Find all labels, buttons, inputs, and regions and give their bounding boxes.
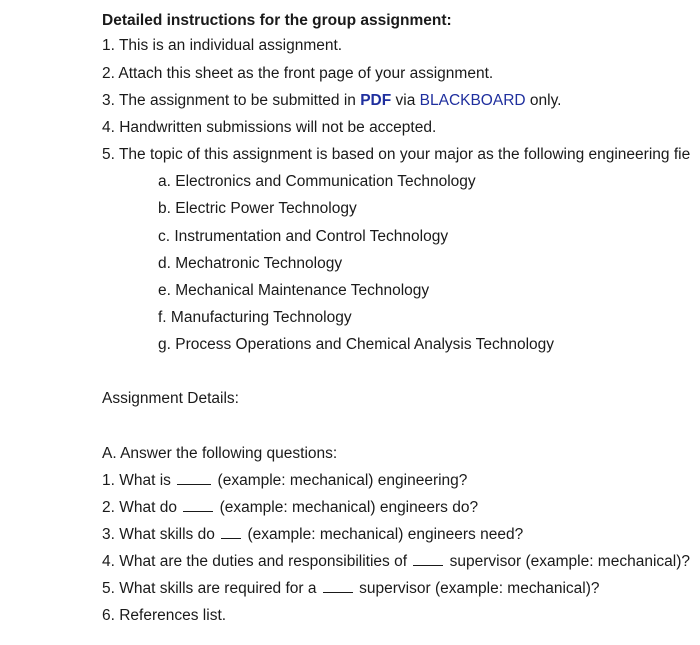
- question-4-suffix: supervisor (example: mechanical)?: [449, 553, 690, 570]
- major-item-g: g. Process Operations and Chemical Analysis Technology: [158, 336, 555, 353]
- question-2: [102, 498, 478, 518]
- question-2-suffix: (example: mechanical) engineers do?: [219, 499, 479, 516]
- question-3: [102, 525, 523, 545]
- question-6: 6. References list.: [102, 607, 227, 624]
- instruction-5: 5. The topic of this assignment is based on your major as the following engineering fie: [102, 146, 691, 163]
- answer-blank: [183, 499, 213, 512]
- question-1-suffix: (example: mechanical) engineering?: [217, 472, 468, 489]
- instruction-3: [102, 91, 562, 111]
- details-heading: Assignment Details:: [102, 390, 239, 407]
- questions-heading: A. Answer the following questions:: [102, 445, 338, 462]
- question-4-prefix: 4. What are the duties and responsibilities of: [102, 553, 408, 570]
- answer-blank: [177, 472, 211, 485]
- question-5-prefix: 5. What skills are required for a: [102, 580, 317, 597]
- instruction-4: 4. Handwritten submissions will not be accepted.: [102, 119, 437, 136]
- question-3-prefix: 3. What skills do: [102, 526, 215, 543]
- question-1-prefix: 1. What is: [102, 472, 171, 489]
- answer-blank: [413, 553, 443, 566]
- pdf-keyword: PDF: [360, 92, 392, 109]
- major-item-e: e. Mechanical Maintenance Technology: [158, 282, 430, 299]
- instruction-3-via: via: [391, 92, 420, 109]
- question-5-suffix: supervisor (example: mechanical)?: [359, 580, 600, 597]
- question-2-prefix: 2. What do: [102, 499, 177, 516]
- instruction-2: 2. Attach this sheet as the front page of your assignment.: [102, 65, 494, 82]
- instruction-3-suffix: only.: [525, 92, 562, 109]
- answer-blank: [323, 580, 353, 593]
- page-title: Detailed instructions for the group assignment:: [102, 12, 452, 29]
- question-4: [102, 552, 690, 572]
- question-3-suffix: (example: mechanical) engineers need?: [247, 526, 524, 543]
- question-1: [102, 471, 467, 491]
- blackboard-keyword: BLACKBOARD: [419, 92, 526, 109]
- answer-blank: [221, 526, 241, 539]
- major-item-d: d. Mechatronic Technology: [158, 255, 343, 272]
- instruction-3-prefix: 3. The assignment to be submitted in: [102, 92, 361, 109]
- major-item-a: a. Electronics and Communication Technology: [158, 173, 476, 190]
- major-item-b: b. Electric Power Technology: [158, 200, 357, 217]
- major-item-f: f. Manufacturing Technology: [158, 309, 352, 326]
- major-item-c: c. Instrumentation and Control Technology: [158, 228, 449, 245]
- question-5: [102, 579, 600, 599]
- instruction-1: 1. This is an individual assignment.: [102, 37, 343, 54]
